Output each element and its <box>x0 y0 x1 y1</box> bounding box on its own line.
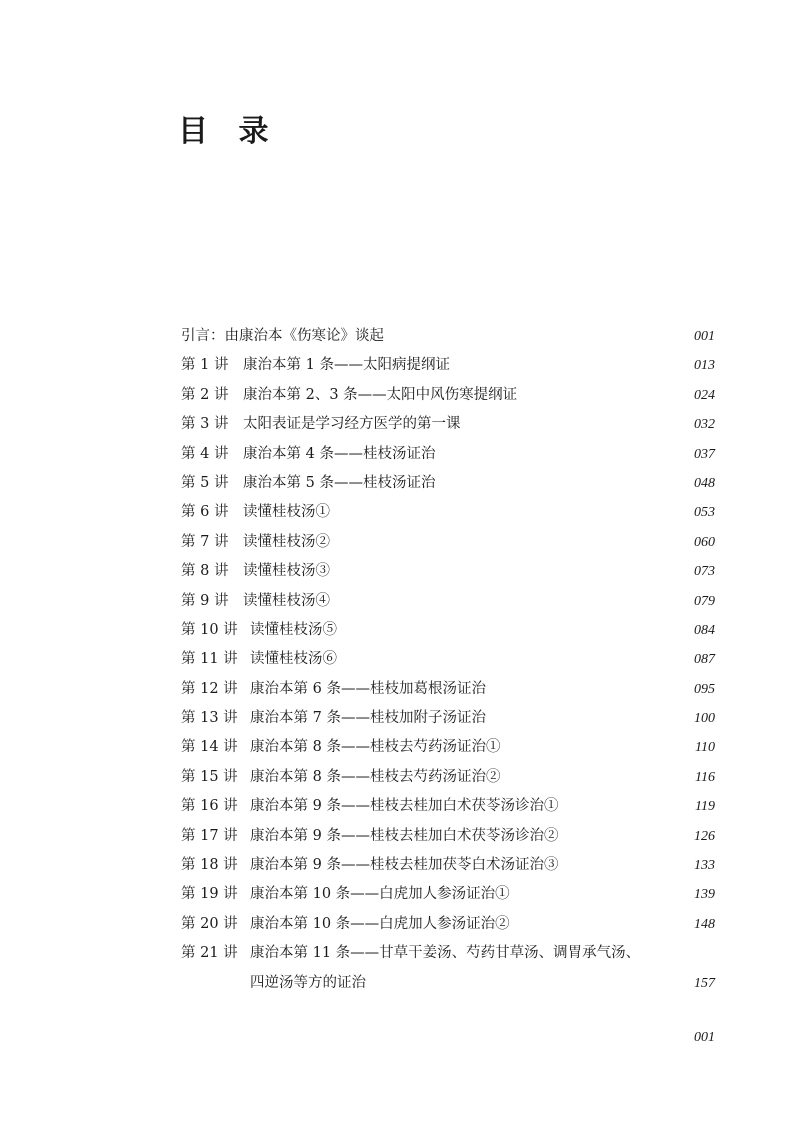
toc-entry-lecture-16[interactable] <box>181 792 715 821</box>
toc-entry-label: 第 19 讲 <box>181 886 238 903</box>
toc-entry-title: 太阳表证是学习经方医学的第一课 <box>243 416 461 433</box>
table-of-contents <box>181 322 715 998</box>
toc-entry-title: 康治本第 9 条——桂枝去桂加茯苓白术汤证治③ <box>250 857 559 874</box>
toc-entry-label: 第 1 讲 <box>181 357 229 374</box>
toc-entry-title: 读懂桂枝汤① <box>243 504 330 521</box>
toc-entry-lecture-14[interactable] <box>181 733 715 762</box>
toc-entry-label: 第 17 讲 <box>181 827 238 844</box>
toc-entry-title: 康治本第 4 条——桂枝汤证治 <box>243 445 436 462</box>
toc-entry-lecture-21[interactable] <box>181 939 715 998</box>
toc-entry-label: 第 16 讲 <box>181 798 238 815</box>
toc-entry-lecture-17[interactable] <box>181 822 715 851</box>
toc-entry-title: 读懂桂枝汤④ <box>243 592 330 609</box>
toc-entry-lecture-3[interactable] <box>181 410 715 439</box>
toc-entry-label: 第 10 讲 <box>181 621 238 638</box>
toc-entry-label: 第 15 讲 <box>181 768 238 785</box>
toc-entry-page: 001 <box>694 328 715 344</box>
toc-entry-title: 康治本第 8 条——桂枝去芍药汤证治① <box>250 739 501 756</box>
toc-entry-label: 第 14 讲 <box>181 739 238 756</box>
toc-entry-label: 第 3 讲 <box>181 416 229 433</box>
toc-entry-title: 读懂桂枝汤② <box>243 533 330 550</box>
page-title: 目 录 <box>178 114 279 149</box>
toc-entry-label: 第 12 讲 <box>181 680 238 697</box>
toc-entry-title: 康治本第 10 条——白虎加人参汤证治② <box>250 915 510 932</box>
toc-entry-label: 第 5 讲 <box>181 474 229 491</box>
toc-entry-title: 读懂桂枝汤⑤ <box>250 621 337 638</box>
toc-entry-lecture-18[interactable] <box>181 851 715 880</box>
toc-entry-page: 084 <box>694 622 715 638</box>
toc-entry-label: 第 13 讲 <box>181 710 238 727</box>
toc-entry-title: 康治本第 5 条——桂枝汤证治 <box>243 474 436 491</box>
toc-entry-title-continued: 四逆汤等方的证治 <box>250 974 366 991</box>
toc-entry-title: 读懂桂枝汤⑥ <box>250 651 337 668</box>
toc-entry-page: 060 <box>694 534 715 550</box>
toc-entry-title: 康治本第 9 条——桂枝去桂加白术茯苓汤诊治① <box>250 798 559 815</box>
toc-entry-lecture-10[interactable] <box>181 616 715 645</box>
toc-entry-title: 康治本第 11 条——甘草干姜汤、芍药甘草汤、调胃承气汤、 <box>250 945 641 962</box>
toc-entry-label: 第 2 讲 <box>181 386 229 403</box>
toc-entry-lecture-8[interactable] <box>181 557 715 586</box>
toc-entry-lecture-15[interactable] <box>181 763 715 792</box>
toc-entry-page: 110 <box>695 740 715 756</box>
toc-entry-label: 第 21 讲 <box>181 945 238 962</box>
toc-entry-lecture-19[interactable] <box>181 880 715 909</box>
toc-entry-lecture-9[interactable] <box>181 587 715 616</box>
toc-entry-lecture-20[interactable] <box>181 910 715 939</box>
toc-entry-label: 第 4 讲 <box>181 445 229 462</box>
toc-entry-intro[interactable] <box>181 322 715 351</box>
toc-entry-title: 读懂桂枝汤③ <box>243 563 330 580</box>
toc-entry-page: 013 <box>694 358 715 374</box>
toc-entry-lecture-6[interactable] <box>181 498 715 527</box>
page-number: 001 <box>694 1030 715 1045</box>
toc-entry-label: 第 9 讲 <box>181 592 229 609</box>
toc-entry-lecture-1[interactable] <box>181 351 715 380</box>
toc-entry-page: 079 <box>694 593 715 609</box>
toc-entry-lecture-4[interactable] <box>181 440 715 469</box>
toc-entry-title: 引言：由康治本《伤寒论》谈起 <box>181 328 384 344</box>
toc-entry-label: 第 7 讲 <box>181 533 229 550</box>
toc-entry-label: 第 8 讲 <box>181 563 229 580</box>
toc-entry-page: 100 <box>694 711 715 727</box>
toc-entry-page: 157 <box>694 975 715 991</box>
toc-entry-page: 148 <box>694 916 715 932</box>
toc-entry-label: 第 11 讲 <box>181 651 238 668</box>
toc-entry-lecture-5[interactable] <box>181 469 715 498</box>
toc-entry-lecture-11[interactable] <box>181 645 715 674</box>
toc-entry-page: 053 <box>694 505 715 521</box>
toc-entry-page: 032 <box>694 417 715 433</box>
toc-entry-page: 024 <box>694 387 715 403</box>
toc-entry-page: 116 <box>695 769 715 785</box>
toc-entry-title: 康治本第 10 条——白虎加人参汤证治① <box>250 886 510 903</box>
toc-entry-title: 康治本第 9 条——桂枝去桂加白术茯苓汤诊治② <box>250 827 559 844</box>
toc-entry-title: 康治本第 7 条——桂枝加附子汤证治 <box>250 710 486 727</box>
toc-entry-page: 037 <box>694 446 715 462</box>
toc-entry-page: 095 <box>694 681 715 697</box>
toc-entry-lecture-7[interactable] <box>181 528 715 557</box>
toc-entry-title: 康治本第 2、3 条——太阳中风伤寒提纲证 <box>243 386 518 403</box>
toc-entry-page: 048 <box>694 475 715 491</box>
toc-entry-page: 087 <box>694 652 715 668</box>
toc-entry-page: 139 <box>694 887 715 903</box>
toc-entry-title: 康治本第 8 条——桂枝去芍药汤证治② <box>250 768 501 785</box>
toc-entry-page: 073 <box>694 564 715 580</box>
toc-entry-page: 119 <box>695 799 715 815</box>
toc-entry-label: 第 18 讲 <box>181 857 238 874</box>
toc-entry-page: 133 <box>694 858 715 874</box>
toc-entry-lecture-13[interactable] <box>181 704 715 733</box>
toc-entry-label: 第 20 讲 <box>181 915 238 932</box>
toc-entry-lecture-12[interactable] <box>181 675 715 704</box>
toc-entry-title: 康治本第 6 条——桂枝加葛根汤证治 <box>250 680 486 697</box>
toc-entry-title: 康治本第 1 条——太阳病提纲证 <box>243 357 450 374</box>
toc-entry-lecture-2[interactable] <box>181 381 715 410</box>
toc-entry-label: 第 6 讲 <box>181 504 229 521</box>
toc-entry-page: 126 <box>694 828 715 844</box>
